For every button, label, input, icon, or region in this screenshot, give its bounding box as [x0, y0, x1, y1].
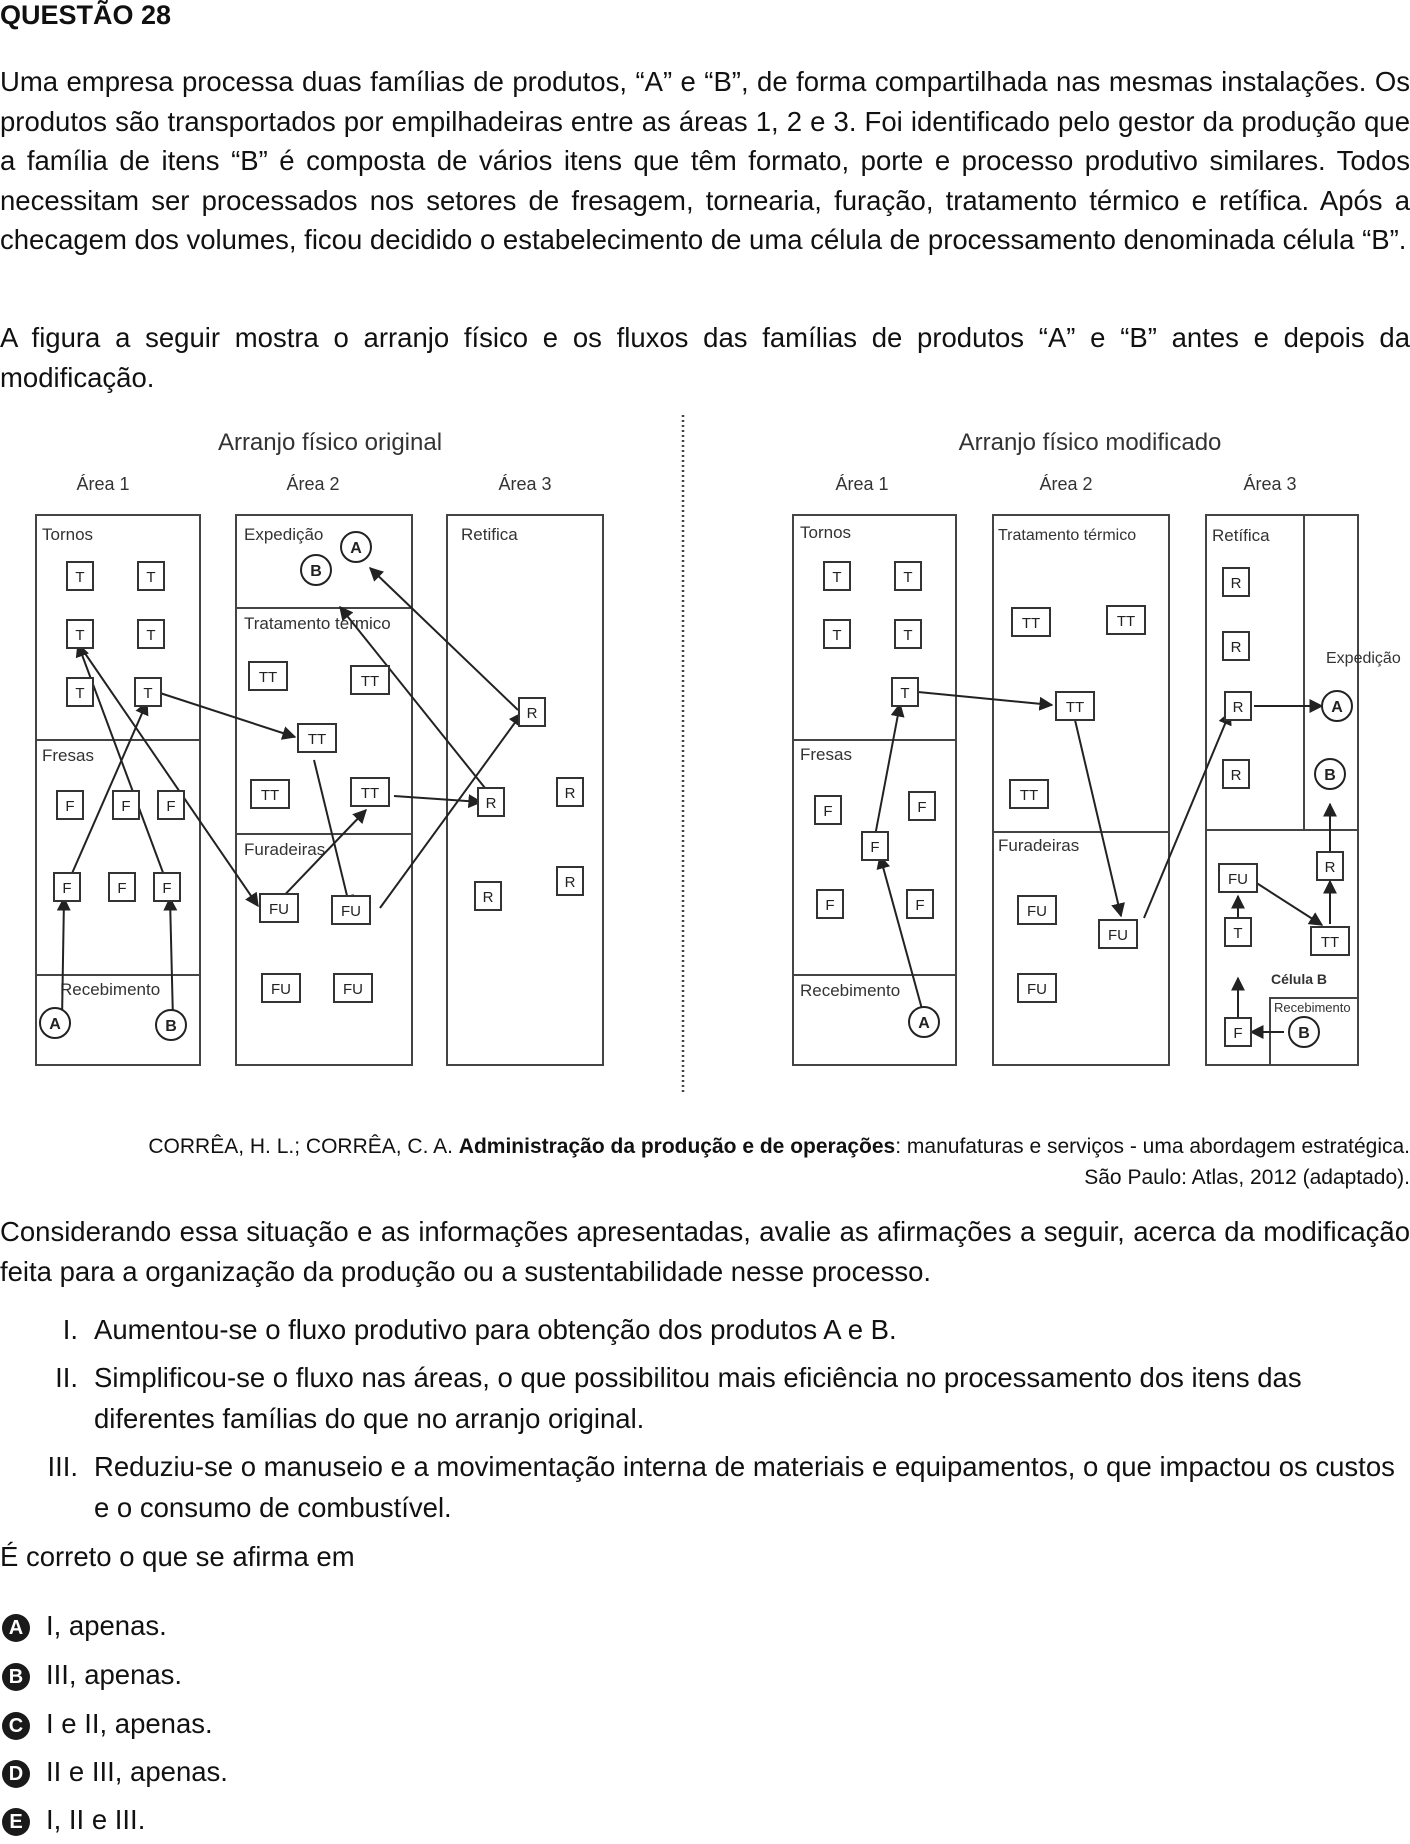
- flow-arrow: [170, 898, 173, 1020]
- machine-label: T: [832, 627, 842, 644]
- mod-retifica-label: Retífica: [1212, 526, 1270, 545]
- machine-label: R: [564, 785, 576, 802]
- machine-label: T: [903, 627, 913, 644]
- machine-label: R: [1232, 699, 1244, 716]
- option-text: I, apenas.: [46, 1610, 167, 1641]
- machine-label: T: [143, 685, 153, 702]
- machine-label: F: [117, 880, 127, 897]
- flow-arrow: [918, 692, 1052, 705]
- area3-label: Área 3: [498, 474, 552, 494]
- machine-label: TT: [260, 787, 280, 804]
- machine-label: TT: [1116, 613, 1136, 630]
- instruction-paragraph: Considerando essa situação e as informações apresentadas, avalie as afirmações a seguir, acerca da modificação feita para a organização da produção ou a sustentabilidade nesse processo.: [0, 1216, 1410, 1287]
- machine-label: F: [166, 798, 176, 815]
- orig-tratamento-label: Tratamento térmico: [244, 614, 391, 633]
- mod-recebimento-label: Recebimento: [800, 981, 901, 1000]
- orig-expedicao-label: Expedição: [244, 525, 324, 544]
- machine-label: F: [62, 880, 72, 897]
- flow-arrow: [1255, 882, 1322, 925]
- machine-label: R: [526, 705, 538, 722]
- mod-furadeiras-label: Furadeiras: [998, 836, 1080, 855]
- right-title: Arranjo físico modificado: [958, 429, 1222, 456]
- product-label: A: [49, 1016, 61, 1033]
- context-paragraph: Uma empresa processa duas famílias de produtos, “A” e “B”, de forma compartilhada nas mesmas instalações. Os produtos são transportados por empilhadeiras entre as áreas 1, 2 e 3. Foi identificado pelo gestor da produção que a família de itens “B” é composta de vários itens que têm formato, porte e processo produtivo similares. Todos necessitam ser processados nos setores de fresagem, tornearia, furação, tratamento térmico e retífica. Após a checagem dos volumes, ficou decidido o estabelecimento de uma célula de processamento denominada célula “B”.: [0, 66, 1410, 255]
- machine-label: T: [75, 569, 85, 586]
- machine-label: T: [146, 627, 156, 644]
- machine-label: F: [121, 798, 131, 815]
- mod-tratamento-label: Tratamento térmico: [998, 527, 1137, 544]
- flow-arrow: [1144, 712, 1230, 918]
- flow-arrow: [80, 646, 258, 906]
- flow-arrow: [1075, 720, 1121, 916]
- statement-text: Reduziu-se o manuseio e a movimentação interna de materiais e equipamentos, o que impactou os custos e o consumo de combustível.: [94, 1451, 1395, 1523]
- product-label: A: [350, 540, 362, 557]
- machine-label: F: [1233, 1025, 1243, 1042]
- machine-label: FU: [269, 901, 289, 918]
- machine-label: T: [903, 569, 913, 586]
- machine-label: R: [1324, 859, 1336, 876]
- celula-b-label: Célula B: [1271, 971, 1328, 987]
- option-letter-badge: D: [2, 1760, 30, 1788]
- machine-label: TT: [1065, 699, 1085, 716]
- option-letter-badge: C: [2, 1712, 30, 1740]
- machine-label: FU: [1027, 903, 1047, 920]
- option-letter-badge: E: [2, 1808, 30, 1836]
- machine-label: TT: [360, 785, 380, 802]
- area2-label-mod: Área 2: [1039, 474, 1093, 494]
- flow-arrow: [875, 704, 900, 836]
- machine-label: TT: [360, 673, 380, 690]
- mod-recebimento-b-label: Recebimento: [1274, 1000, 1351, 1015]
- statement-number: III.: [47, 1451, 78, 1482]
- machine-label: T: [75, 685, 85, 702]
- option-text: III, apenas.: [46, 1659, 183, 1690]
- figure-intro-paragraph: A figura a seguir mostra o arranjo físico e os fluxos das famílias de produtos “A” e “B” antes e depois da modificação.: [0, 322, 1410, 393]
- option-text: II e III, apenas.: [46, 1756, 228, 1787]
- machine-label: R: [482, 889, 494, 906]
- machine-label: TT: [1021, 615, 1041, 632]
- machine-label: F: [917, 799, 927, 816]
- area2-label: Área 2: [286, 474, 340, 494]
- machine-label: F: [65, 798, 75, 815]
- flow-arrow: [370, 568, 518, 710]
- statement-text: Simplificou-se o fluxo nas áreas, o que possibilitou mais eficiência no processamento dos itens das diferentes famílias do que no arranjo original.: [94, 1362, 1302, 1434]
- flow-arrow: [62, 898, 64, 1020]
- orig-fresas-label: Fresas: [42, 746, 94, 765]
- statement-number: II.: [55, 1362, 78, 1393]
- product-label: B: [165, 1018, 177, 1035]
- orig-retifica-label: Retifica: [461, 525, 518, 544]
- option-letter-badge: A: [2, 1614, 30, 1642]
- machine-label: FU: [341, 903, 361, 920]
- machine-label: R: [1230, 575, 1242, 592]
- question-prompt: É correto o que se afirma em: [0, 1541, 355, 1572]
- mod-tornos-label: Tornos: [800, 523, 852, 542]
- question-title: QUESTÃO 28: [0, 0, 172, 30]
- left-title: Arranjo físico original: [217, 429, 443, 456]
- machine-label: TT: [307, 731, 327, 748]
- orig-recebimento-label: Recebimento: [60, 980, 161, 999]
- product-label: A: [1331, 699, 1343, 716]
- area3-label-mod: Área 3: [1243, 474, 1297, 494]
- flow-arrow: [160, 693, 295, 737]
- product-label: A: [918, 1015, 930, 1032]
- mod-fresas-label: Fresas: [800, 745, 852, 764]
- option-text: I e II, apenas.: [46, 1708, 213, 1739]
- reference-line1: CORRÊA, H. L.; CORRÊA, C. A. Administração da produção e de operações: manufaturas e serviços - uma abordagem estratégica.: [148, 1135, 1410, 1158]
- machine-label: T: [75, 627, 85, 644]
- machine-label: T: [1233, 925, 1243, 942]
- orig-furadeiras-label: Furadeiras: [244, 840, 326, 859]
- machine-label: T: [832, 569, 842, 586]
- machine-label: T: [900, 685, 910, 702]
- product-label: B: [310, 563, 322, 580]
- machine-label: TT: [258, 669, 278, 686]
- area1-label: Área 1: [76, 474, 130, 494]
- machine-label: F: [823, 803, 833, 820]
- statement-text: Aumentou-se o fluxo produtivo para obtenção dos produtos A e B.: [94, 1314, 897, 1345]
- mod-expedicao-label: Expedição: [1326, 650, 1401, 667]
- layout-diagram: [0, 410, 1410, 1100]
- flow-arrow: [394, 796, 481, 802]
- machine-label: F: [825, 897, 835, 914]
- machine-label: F: [162, 880, 172, 897]
- machine-label: FU: [343, 981, 363, 998]
- product-label: B: [1324, 767, 1336, 784]
- machine-label: TT: [1320, 934, 1340, 951]
- machine-label: R: [1230, 767, 1242, 784]
- machine-label: FU: [1228, 871, 1248, 888]
- machine-label: FU: [271, 981, 291, 998]
- machine-label: FU: [1108, 927, 1128, 944]
- machine-label: TT: [1019, 787, 1039, 804]
- machine-label: T: [146, 569, 156, 586]
- machine-label: F: [870, 839, 880, 856]
- machine-label: FU: [1027, 981, 1047, 998]
- machine-label: F: [915, 897, 925, 914]
- option-text: I, II e III.: [46, 1804, 146, 1835]
- area1-label-mod: Área 1: [835, 474, 889, 494]
- statement-number: I.: [62, 1314, 78, 1345]
- reference-line2: São Paulo: Atlas, 2012 (adaptado).: [1084, 1166, 1410, 1189]
- option-letter-badge: B: [2, 1663, 30, 1691]
- machine-label: R: [485, 795, 497, 812]
- machine-label: R: [1230, 639, 1242, 656]
- orig-tornos-label: Tornos: [42, 525, 94, 544]
- product-label: B: [1298, 1025, 1310, 1042]
- machine-label: R: [564, 874, 576, 891]
